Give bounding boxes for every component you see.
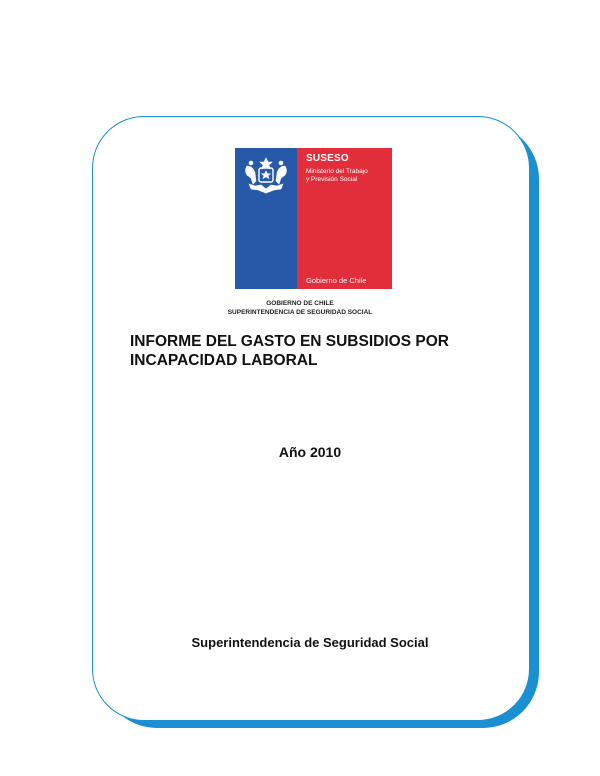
header-government: GOBIERNO DE CHILE (266, 300, 334, 307)
suseso-logo (235, 148, 392, 289)
title-line-1: INFORME DEL GASTO EN SUBSIDIOS POR (130, 333, 449, 350)
document-year: Año 2010 (278, 444, 342, 460)
title-line-2: INCAPACIDAD LABORAL (130, 352, 318, 369)
header-superintendencia: SUPERINTENDENCIA DE SEGURIDAD SOCIAL (227, 309, 373, 316)
chile-coat-of-arms-icon (239, 152, 293, 198)
logo-blue-panel (235, 148, 297, 289)
logo-brand: SUSESO (306, 153, 349, 164)
document-title (130, 332, 480, 370)
logo-government: Gobierno de Chile (306, 276, 367, 285)
logo-ministry: Ministerio del Trabajo y Previsión Social (306, 168, 368, 183)
footer-organization: Superintendencia de Seguridad Social (191, 635, 429, 650)
